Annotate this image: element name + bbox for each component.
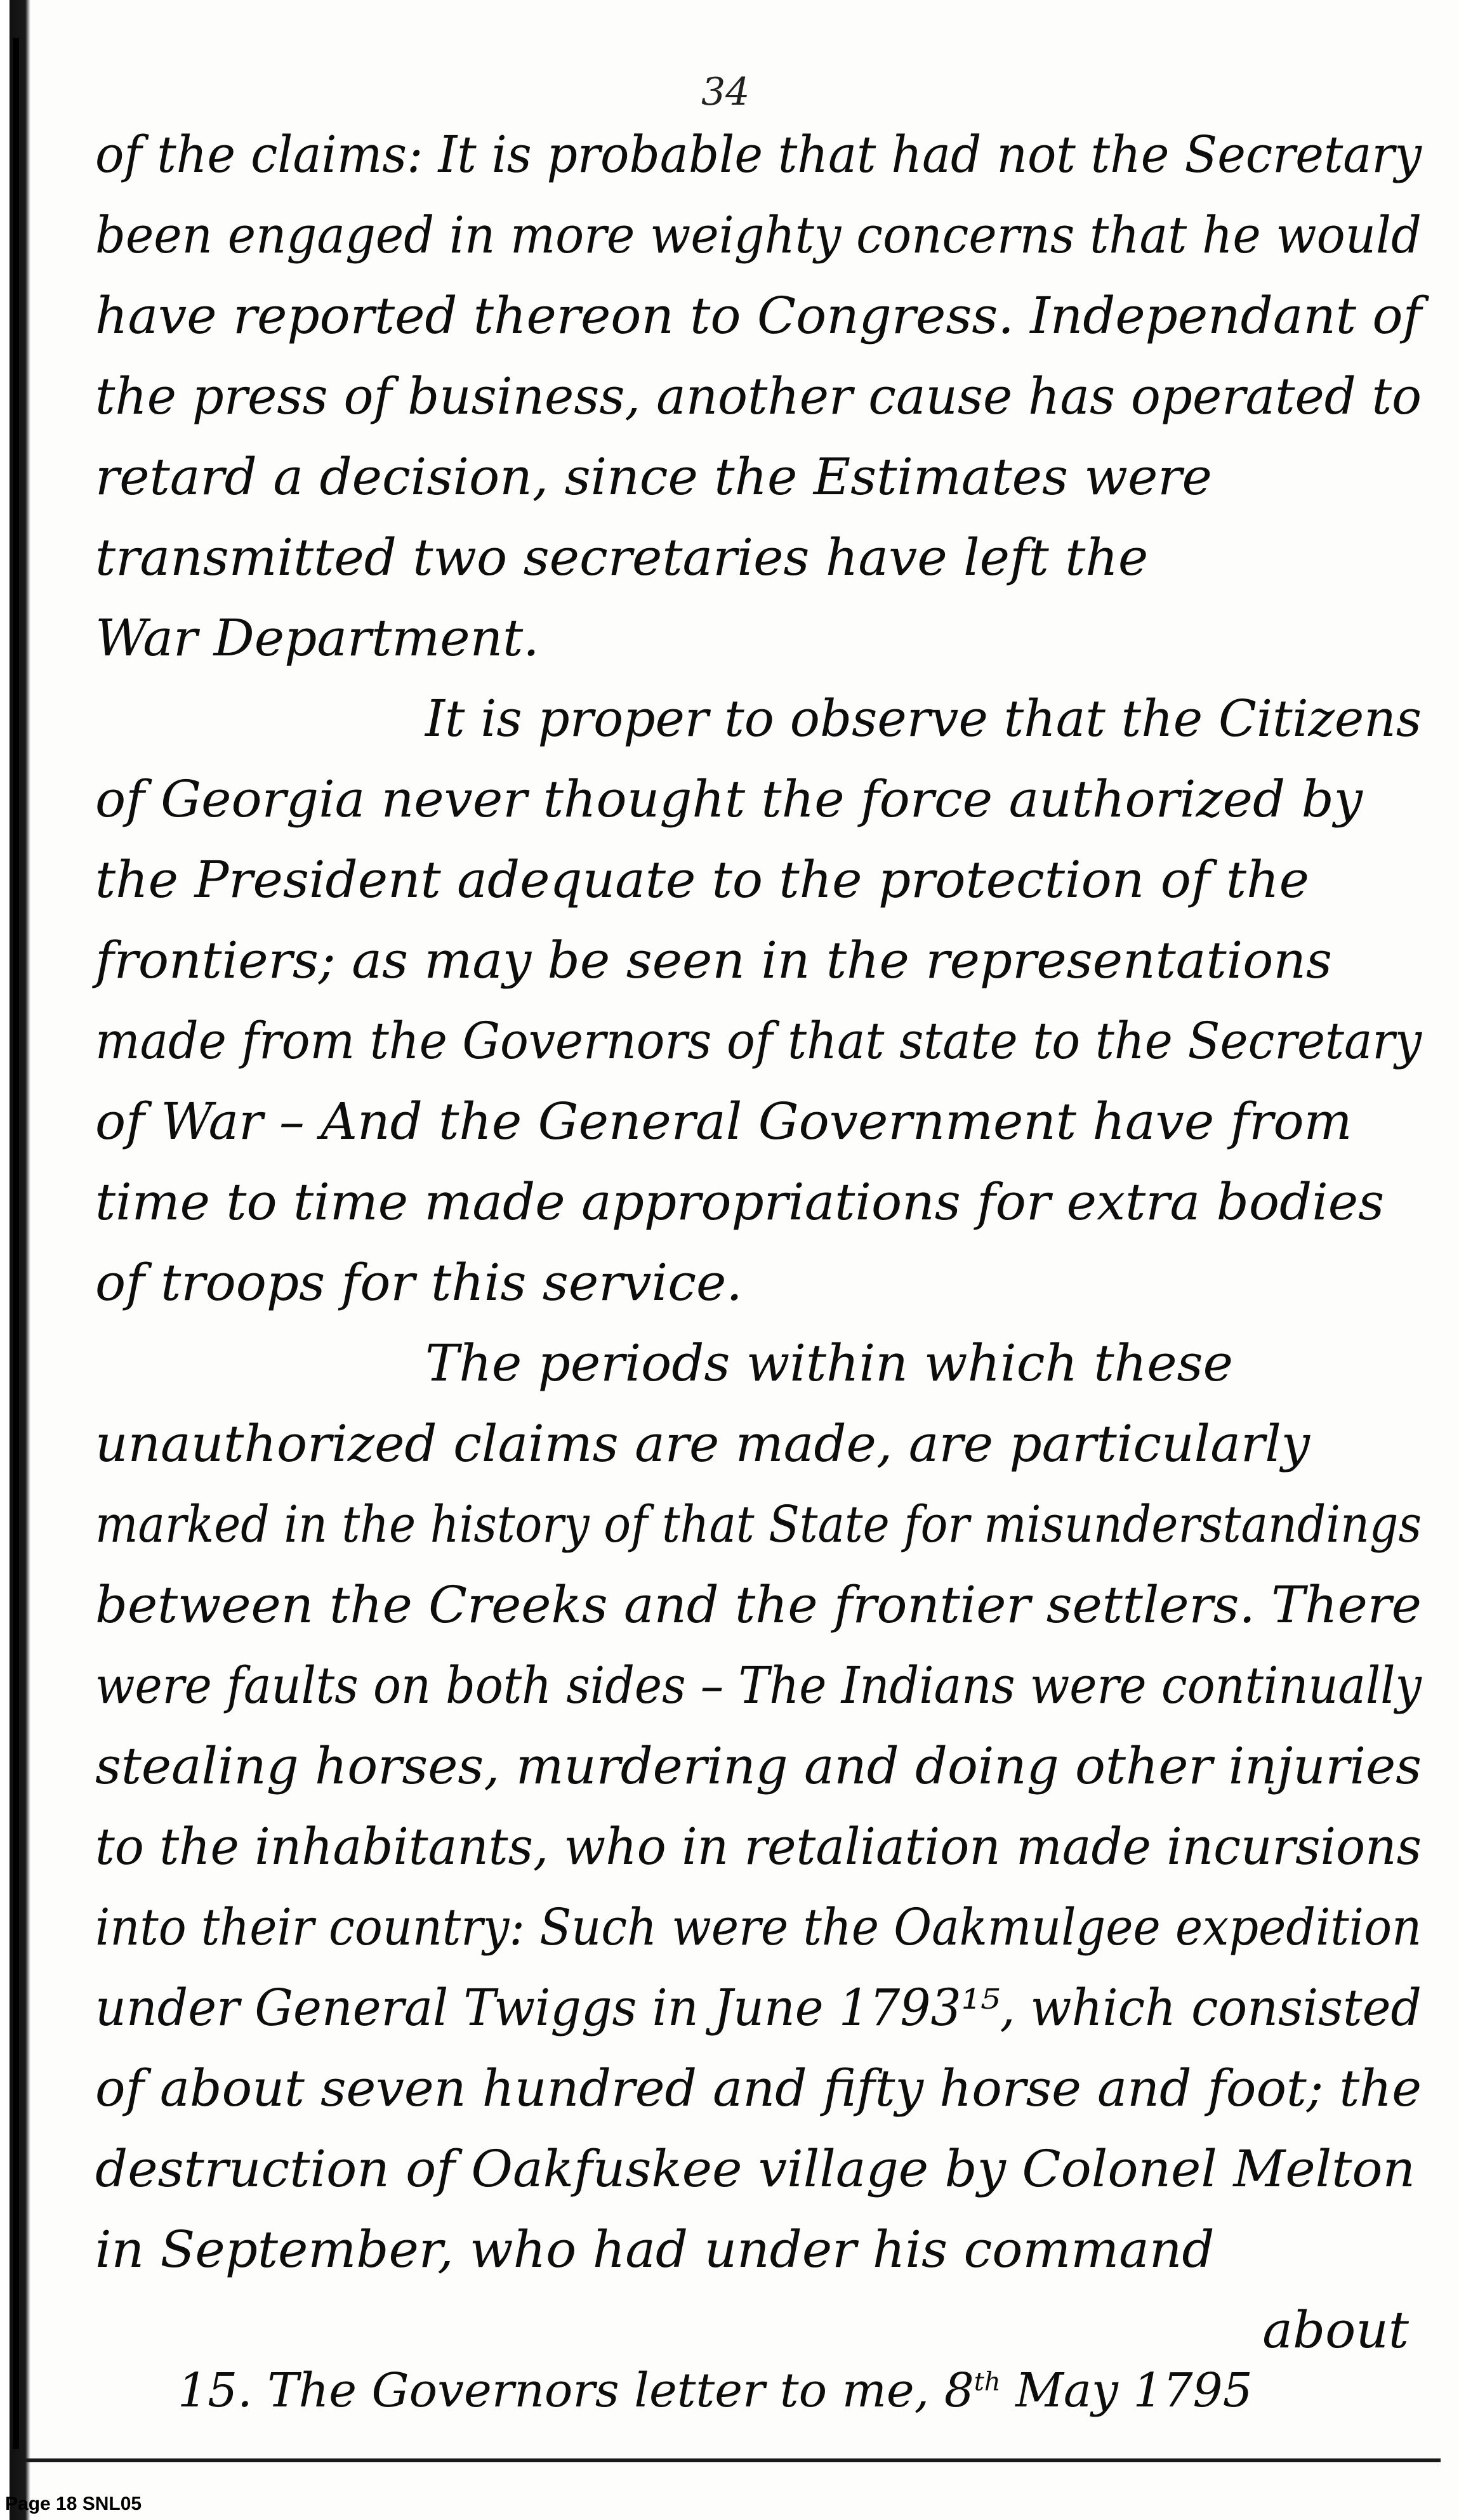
manuscript-line: unauthorized claims are made, are particularly [95,1414,1310,1473]
scan-label: Page 18 SNL05 [5,2493,142,2514]
manuscript-line: marked in the history of that State for misunderstandings [95,1495,1422,1554]
footnote-superscript: th [974,2367,1001,2397]
manuscript-line: time to time made appropriations for extra bodies [95,1172,1385,1231]
footnote [178,2363,1253,2418]
manuscript-line: of about seven hundred and fifty horse and foot; the [95,2059,1422,2118]
manuscript-line: of War – And the General Government have from [95,1092,1352,1151]
footnote-text: The Governors letter to me, 8 [267,2363,974,2418]
manuscript-text [95,114,1434,2370]
manuscript-line: It is proper to observe that the Citizens [425,689,1422,748]
manuscript-line: of troops for this service. [95,1253,743,1312]
manuscript-line: War Department. [95,608,539,667]
binding-edge [0,0,30,2520]
bottom-rule [25,2458,1441,2462]
manuscript-line: destruction of Oakfuskee village by Colonel Melton [95,2139,1416,2198]
manuscript-line: to the inhabitants, who in retaliation made incursions [95,1817,1422,1876]
manuscript-line: in September, who had under his command [95,2220,1215,2279]
manuscript-line: the President adequate to the protection of the [95,850,1309,909]
manuscript-line: were faults on both sides – The Indians were continually [95,1656,1422,1715]
manuscript-line: been engaged in more weighty concerns that he would [95,206,1422,265]
footnote-marker: 15. [178,2363,253,2418]
manuscript-line: of the claims: It is probable that had not the Secretary [95,125,1422,184]
manuscript-line: into their country: Such were the Oakmulgee expedition [95,1898,1422,1957]
manuscript-line: transmitted two secretaries have left the [95,528,1149,587]
manuscript-line: frontiers; as may be seen in the representations [95,931,1332,990]
manuscript-line: the press of business, another cause has operated to [95,367,1422,426]
manuscript-line: have reported thereon to Congress. Independant of [95,286,1422,345]
manuscript-line: stealing horses, murdering and doing other injuries [95,1736,1422,1795]
manuscript-line: made from the Governors of that state to the Secretary [95,1011,1422,1070]
manuscript-line: of Georgia never thought the force authorized by [95,770,1363,829]
footnote-rest: May 1795 [1000,2363,1253,2418]
manuscript-line: about [1262,2300,1409,2359]
manuscript-line: between the Creeks and the frontier settlers. There [95,1575,1422,1634]
manuscript-line: under General Twiggs in June 1793¹⁵, which consisted [95,1978,1422,2037]
manuscript-line: The periods within which these [425,1334,1233,1393]
manuscript-line: retard a decision, since the Estimates were [95,447,1212,506]
page-number: 34 [701,70,750,114]
